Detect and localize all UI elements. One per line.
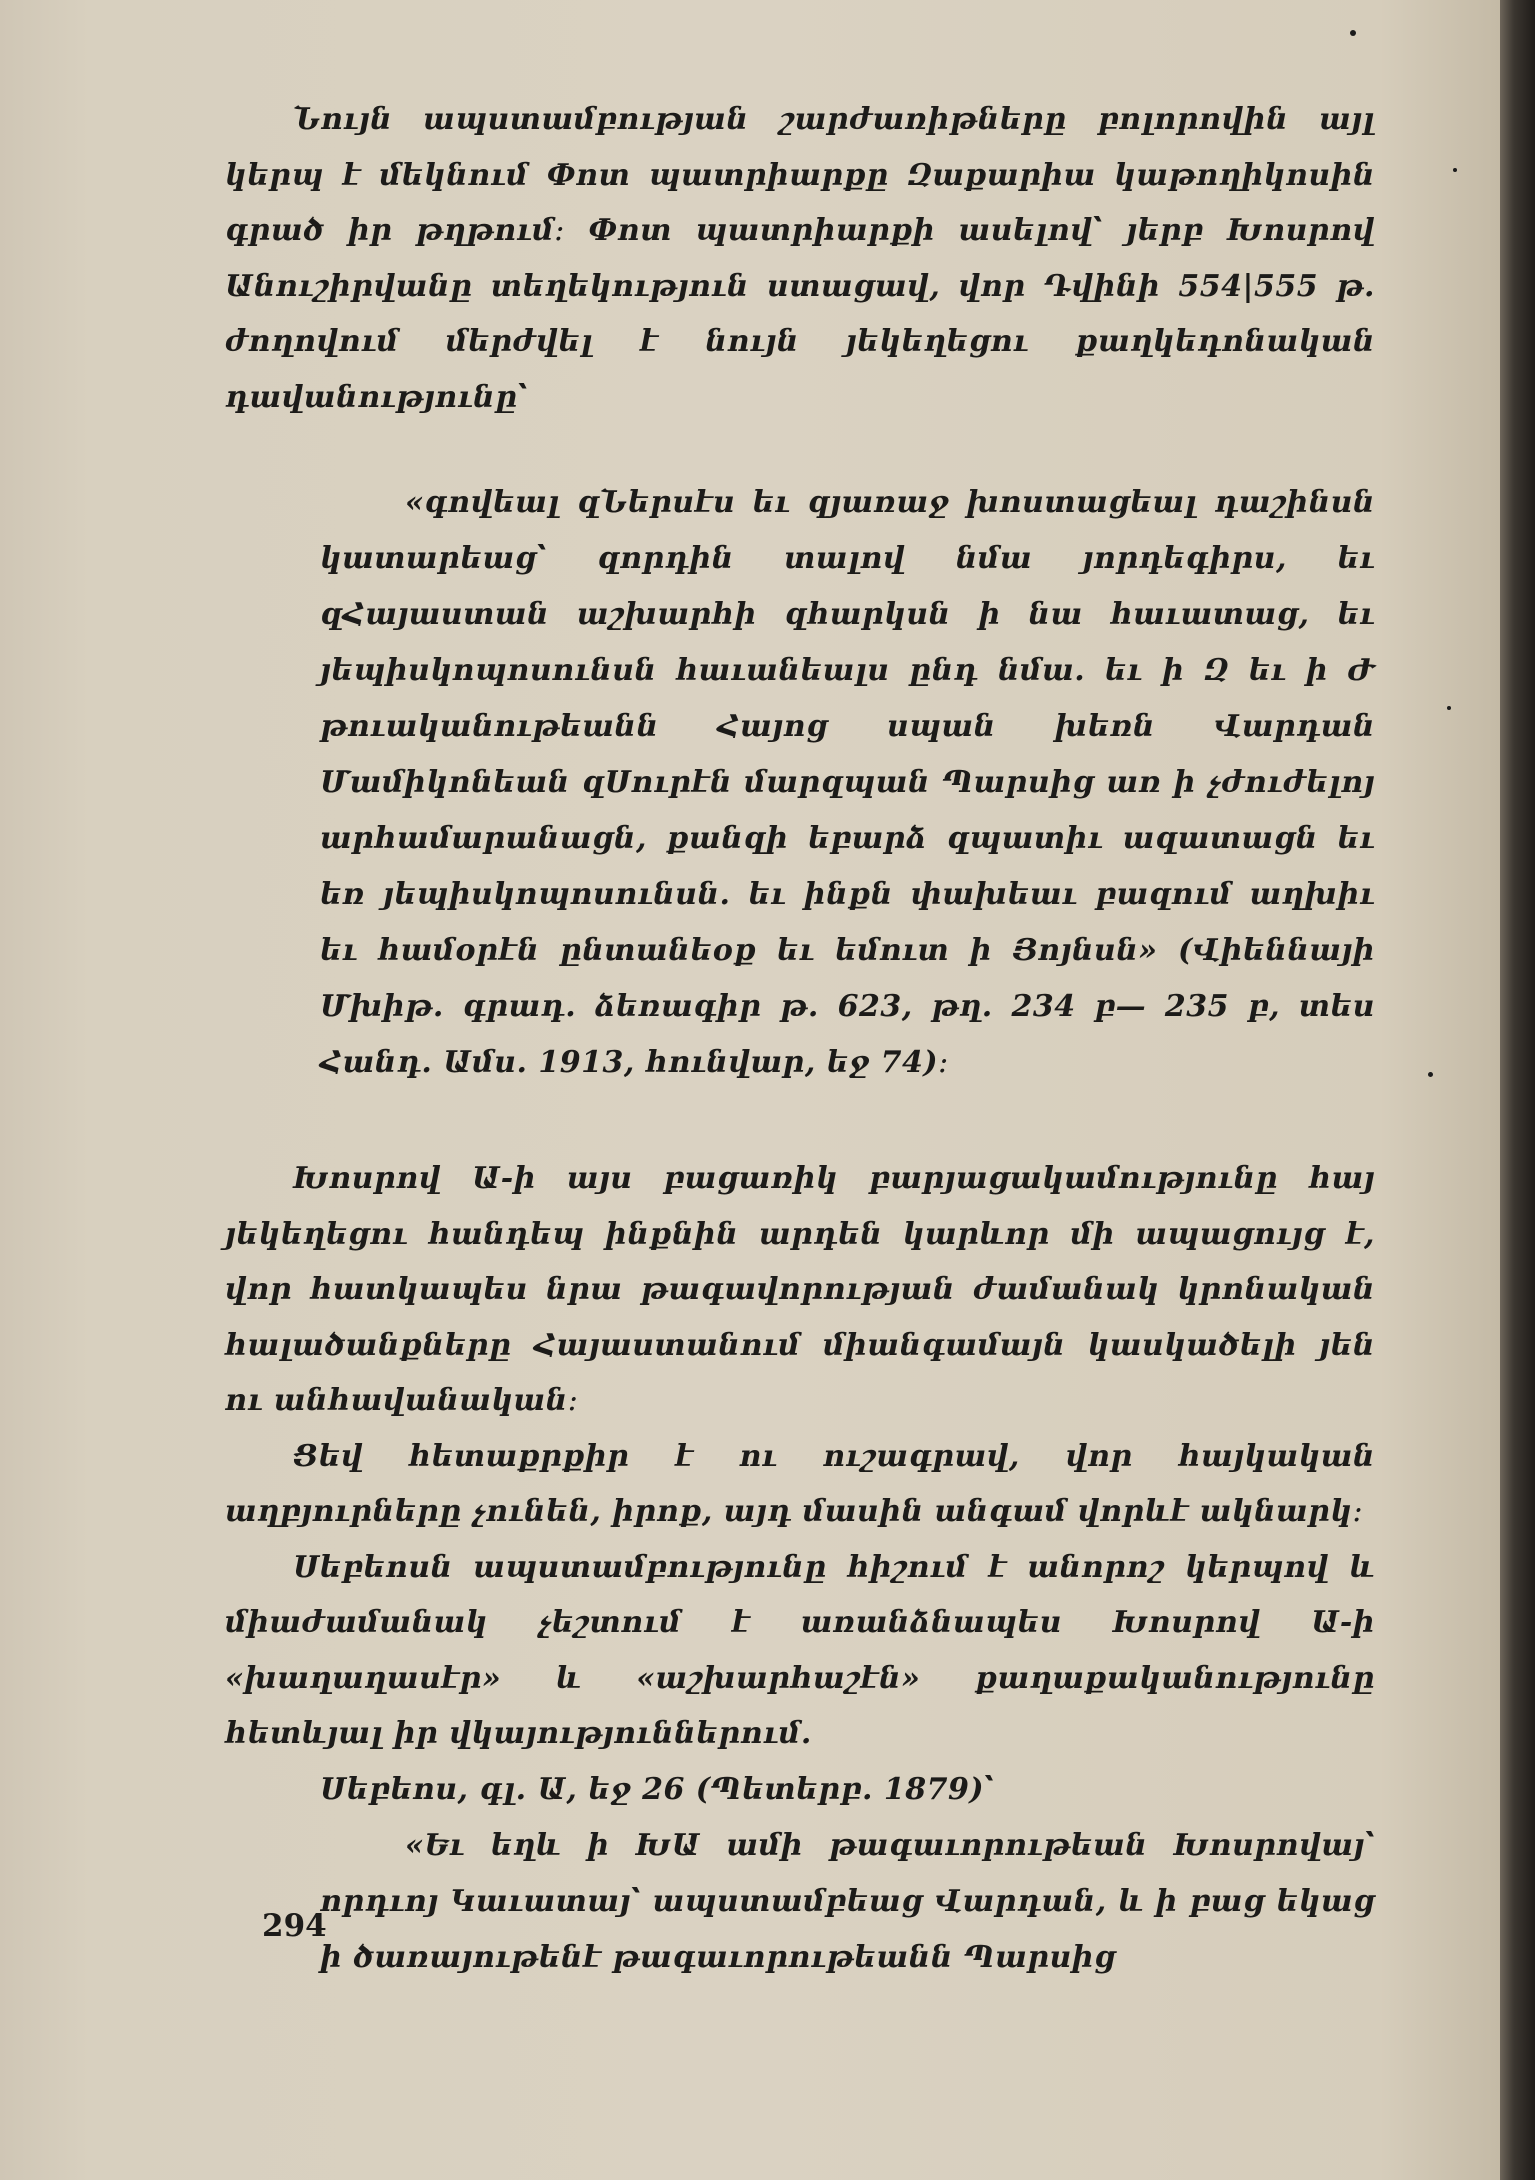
paragraph-armenian-sources: Ցեվ հետաքրքիր է ու ուշագրավ, վոր հայկական աղբյուրները չունեն, իրոք, այդ մասին անգամ վորևէ ակնարկ։: [225, 1438, 1375, 1529]
source-citation: Սեբեոս, գլ. Ա, եջ 26 (Պետերբ. 1879)՝: [320, 1771, 995, 1807]
quote-photius-letter: «գովեալ զՆերսէս եւ զյառաջ խոստացեալ դաշինսն կատարեաց՝ զորդին տալով նմա յորդեգիրս, եւ զՀայաստան աշխարհի զհարկսն ի նա հաւատաց, եւ յեպիսկոպոսունսն հաւանեալս ընդ նմա. եւ ի Զ եւ ի Ժ թուականութեանն Հայոց սպան խեռն Վարդան Մամիկոնեան զՍուրէն մարզպան Պարսից առ ի չժուժելոյ արհամարանացն, քանզի եբարձ զպատիւ ազատացն եւ եռ յեպիսկոպոսունսն. եւ ինքն փախեաւ բազում աղխիւ եւ համօրէն ընտանեօք եւ եմուտ ի Յոյնսն» (Վիեննայի Մխիթ. գրադ. ձեռագիր թ. 623, թղ. 234 բ— 235 բ, տես Հանդ. Ամս. 1913, հունվար, եջ 74)։: [320, 485, 1375, 1080]
book-spine-shadow: [1500, 0, 1535, 2180]
ink-speck: [1447, 706, 1451, 710]
body-text: [225, 92, 1375, 1986]
paragraph-sebeos: Սեբեոսն ապստամբությունը հիշում է անորոշ կերպով և միաժամանակ չեշտում է առանձնապես Խոսրով Ա-ի «խաղաղասէր» և «աշխարհաշէն» քաղաքականությունը հետևյալ իր վկայություններում.: [225, 1549, 1375, 1751]
paragraph-khosrov-goodwill: Խոսրով Ա-ի այս բացառիկ բարյացակամությունը հայ յեկեղեցու հանդեպ ինքնին արդեն կարևոր մի ապացույց է, վոր հատկապես նրա թագավորության ժամանակ կրոնական հալածանքները Հայաստանում միանգամայն կասկածելի յեն ու անհավանական։: [225, 1161, 1375, 1418]
ink-speck: [1350, 30, 1356, 36]
ink-speck: [1428, 1072, 1433, 1077]
paragraph-uprising-motives: Նույն ապստամբության շարժառիթները բոլորովին այլ կերպ է մեկնում Փոտ պատրիարքը Զաքարիա կաթողիկոսին գրած իր թղթում։ Փոտ պատրիարքի ասելով՝ յերբ Խոսրով Անուշիրվանը տեղեկություն ստացավ, վոր Դվինի 554|555 թ. ժողովում մերժվել է նույն յեկեղեցու քաղկեդոնական դավանությունը՝: [225, 102, 1375, 415]
page-number: 294: [262, 1908, 327, 1944]
ink-speck: [1453, 168, 1457, 172]
quote-sebeos: «Եւ եղև ի ԽԱ ամի թագաւորութեան Խոսրովայ՝ որդւոյ Կաւատայ՝ ապստամբեաց Վարդան, և ի բաց եկաց ի ծառայութենէ թագաւորութեանն Պարսից: [320, 1827, 1375, 1975]
